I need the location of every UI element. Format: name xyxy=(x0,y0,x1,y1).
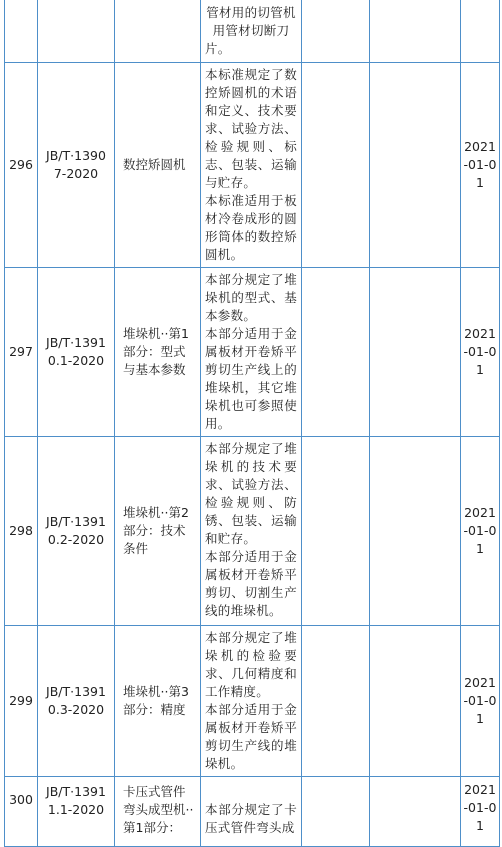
effective-date: 2021-01-01 xyxy=(461,777,500,847)
table-row xyxy=(5,626,500,777)
scope-paragraph: 本部分适用于金属板材开卷矫平剪切生产线上的堆垛机，其它堆垛机也可参照使用。 xyxy=(205,326,297,431)
effective-date: 2021-01-01 xyxy=(461,63,500,268)
effective-date: 2021-01-01 xyxy=(461,626,500,777)
table-row xyxy=(5,777,500,847)
standard-name: 堆垛机··第3部分：精度 xyxy=(115,626,201,777)
scope-paragraph: 本部分适用于金属板材开卷矫平剪切、切割生产线的堆垛机。 xyxy=(205,549,297,618)
table-row xyxy=(5,437,500,626)
standard-name xyxy=(115,0,201,63)
scope-paragraph: 本部分规定了卡压式管件弯头成 xyxy=(205,802,297,835)
scope-paragraph: 本标准适用于板材冷卷成形的圆形筒体的数控矫圆机。 xyxy=(205,193,297,262)
scope-paragraph: 本标准规定了数控矫圆机的术语和定义、技术要求、试验方法、检验规则、标志、包装、运输与贮存。 xyxy=(205,67,297,190)
effective-date: 2021-01-01 xyxy=(461,437,500,626)
scope-paragraph: 本部分适用于金属板材开卷矫平剪切生产线的堆垛机。 xyxy=(205,702,297,771)
scope-paragraph: 本部分规定了堆垛机的型式、基本参数。 xyxy=(205,272,297,323)
standard-code: JB/T·13910.3-2020 xyxy=(38,626,115,777)
table-row xyxy=(5,63,500,268)
row-number: 299 xyxy=(5,626,38,777)
standard-scope xyxy=(201,268,302,437)
empty-cell xyxy=(370,437,461,626)
empty-cell xyxy=(370,268,461,437)
empty-cell xyxy=(302,777,370,847)
empty-cell xyxy=(370,63,461,268)
row-number: 298 xyxy=(5,437,38,626)
empty-cell xyxy=(302,0,370,63)
standard-scope xyxy=(201,626,302,777)
standard-code xyxy=(38,0,115,63)
standard-scope xyxy=(201,0,302,63)
empty-cell xyxy=(302,63,370,268)
scope-paragraph: 管材用的切管机用管材切断刀片。 xyxy=(205,5,296,56)
scope-paragraph: 本部分规定了堆垛机的检验要求、几何精度和工作精度。 xyxy=(205,630,297,699)
standard-scope xyxy=(201,437,302,626)
standard-name: 数控矫圆机 xyxy=(115,63,201,268)
standard-code: JB/T·13910.1-2020 xyxy=(38,268,115,437)
row-number: 297 xyxy=(5,268,38,437)
table-row xyxy=(5,268,500,437)
standards-table xyxy=(4,0,500,847)
table-row xyxy=(5,0,500,63)
effective-date xyxy=(461,0,500,63)
empty-cell xyxy=(302,437,370,626)
standard-code: JB/T·13910.2-2020 xyxy=(38,437,115,626)
standard-scope xyxy=(201,777,302,847)
scope-paragraph: 本部分规定了堆垛机的技术要求、试验方法、检验规则、防锈、包装、运输和贮存。 xyxy=(205,441,297,546)
empty-cell xyxy=(370,777,461,847)
standard-scope xyxy=(201,63,302,268)
standard-name: 堆垛机··第2部分：技术条件 xyxy=(115,437,201,626)
empty-cell xyxy=(302,268,370,437)
standard-code: JB/T·13911.1-2020 xyxy=(38,777,115,847)
empty-cell xyxy=(370,626,461,777)
row-number: 300 xyxy=(5,777,38,847)
standard-name: 堆垛机··第1部分：型式与基本参数 xyxy=(115,268,201,437)
empty-cell xyxy=(370,0,461,63)
row-number xyxy=(5,0,38,63)
row-number: 296 xyxy=(5,63,38,268)
effective-date: 2021-01-01 xyxy=(461,268,500,437)
standard-code: JB/T·13907-2020 xyxy=(38,63,115,268)
empty-cell xyxy=(302,626,370,777)
standard-name: 卡压式管件弯头成型机··第1部分： xyxy=(115,777,201,847)
